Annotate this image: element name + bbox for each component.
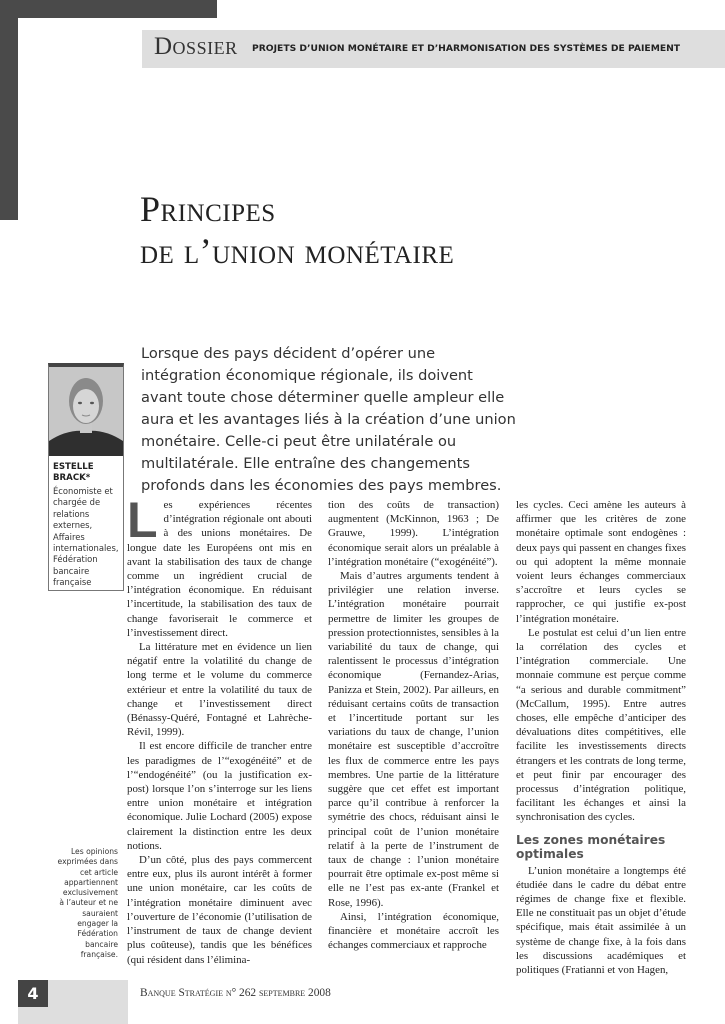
footer-publication: Banque Stratégie n° 262 septembre 2008 xyxy=(140,987,331,999)
author-card xyxy=(48,363,124,591)
article-title-line1: Principes xyxy=(140,189,276,229)
drop-cap: L xyxy=(127,492,158,548)
article-title xyxy=(140,188,700,272)
footer-strip xyxy=(18,1007,128,1024)
paragraph-text: es expériences récentes d’intégration régionale ont abouti à des unions monétaires. De longue date les Européens ont mis en avant la stabilisation des taux de change comme un ingrédient crucial de l’intégration économique. En réduisant l’incertitude, la stabilisation des taux de change favoriserait le commerce et l’investissement direct. xyxy=(127,499,312,639)
body-column-2 xyxy=(328,498,499,953)
paragraph: les cycles. Ceci amène les auteurs à affirmer que les critères de zone monétaire optimale sont endogènes : deux pays qui passent en changes fixes ou qui adoptent la même monnaie voient leurs échanges commerciaux s’accroître et leurs cycles se rapprocher, ce qui justifie ex-post l’intégration monétaire. xyxy=(516,499,686,625)
author-firstname: ESTELLE xyxy=(53,462,94,472)
paragraph: Il est encore difficile de trancher entre les paradigmes de l’“exogénéité” et de l’“endogénéité” (ou la justification ex-post) lorsque l’on s’interroge sur les liens entre union monétaire et intégration économique. Julie Lochard (2005) expose clairement la distinction entre les deux notions. xyxy=(127,740,312,852)
author-name xyxy=(53,462,123,484)
paragraph: L’union monétaire a longtemps été étudiée dans le cadre du débat entre régimes de change fixe et flexible. Elle ne constituait pas un objet d’étude spécifique, mais était assimilée à un système de change fixe, à la fois dans les discussions académiques et politiques (Fratianni et von Hagen, xyxy=(516,864,686,977)
author-lastname: BRACK* xyxy=(53,473,91,483)
decorative-top-bar xyxy=(18,0,217,18)
paragraph: Mais d’autres arguments tendent à privilégier une relation inverse. L’intégration monétaire pourrait permettre de limiter les groupes de pression protectionnistes, sensibles à la variabilité du taux de change, qui ralentissent le processus d’intégration économique (Fernandez-Arias, Panizza et Stein, 2002). Par ailleurs, en réduisant certains coûts de transaction et l’incertitude portant sur les variations du taux de change, l’union monétaire est susceptible d’accroître les flux de commerce entre les pays membres. Une partie de la littérature suggère que cet effet est important parce qu’il contribue à renforcer la symétrie des chocs, réduisant ainsi le principal coût de l’union monétaire relatif à la perte de l’instrument de taux de change : l’union monétaire pourrait être optimale ex-post même si elle ne l’est pas ex-ante (Frankel et Rose, 1996). xyxy=(328,570,499,909)
author-portrait-image xyxy=(49,367,123,456)
page-number: 4 xyxy=(27,984,39,1003)
body-column-1 xyxy=(127,492,312,967)
disclaimer-note: Les opinions exprimées dans cet article appartiennent exclusivement à l’auteur et ne sauraient engager la Fédération bancaire française. xyxy=(57,847,118,959)
section-heading: Les zones monétaires optimales xyxy=(516,832,666,861)
article-lead: Lorsque des pays décident d’opérer une intégration économique régionale, ils doivent avant toute chose déterminer quelle ampleur elle aura et les avantages liés à la création d’une union monétaire. Celle-ci peut être unilatérale ou multilatérale. Elle entraîne des changements profonds dans les économies des pays membres. xyxy=(141,345,516,494)
article-title-line2: de l’union monétaire xyxy=(140,231,455,271)
paragraph: Le postulat est celui d’un lien entre la corrélation des cycles et l’intégration commerciale. Une monnaie commune est perçue comme “a serious and durable commitment” (McCallum, 1995). Entre autres choses, elle empêche d’anticiper des dévaluations dites compétitives, elle facilite les investissements directs étrangers et les contrats de long terme, et peut finir par encourager des processus d’intégration politique, facilitant les échanges et ainsi la synchronisation des cycles. xyxy=(516,626,686,824)
author-photo xyxy=(49,367,123,456)
paragraph xyxy=(127,492,312,640)
paragraph: tion des coûts de transaction) augmentent (McKinnon, 1963 ; De Grauwe, 1999). L’intégration économique serait alors un préalable à l’intégration monétaire (“exogénéité”). xyxy=(328,499,499,568)
section-label: Dossier xyxy=(154,33,238,60)
paragraph: Ainsi, l’intégration économique, financière et monétaire accroît les échanges commerciaux et rapproche xyxy=(328,910,499,952)
paragraph: D’un côté, plus des pays commercent entre eux, plus ils auront intérêt à former une union monétaire, car les coûts de l’intégration monétaire diminuent avec l’ouverture de l’économie (l’utilisation de l’instrument de taux de change devient plus coûteuse), tandis que les bénéfices (qui résident dans l’élimina- xyxy=(127,854,312,966)
author-role: Économiste et chargée de relations externes, Affaires internationales, Fédération bancaire française xyxy=(53,486,119,588)
paragraph: La littérature met en évidence un lien négatif entre la volatilité du change de long terme et le volume du commerce extérieur et entre la volatilité du taux de change et l’investissement direct (Bénassy-Quéré, Fontagné et Lahrèche-Révil, 1999). xyxy=(127,641,312,739)
decorative-left-bar xyxy=(0,0,18,220)
section-subtitle: PROJETS D’UNION MONÉTAIRE ET D’HARMONISATION DES SYSTÈMES DE PAIEMENT xyxy=(252,43,681,54)
footer-band xyxy=(48,980,128,1007)
page-number-box xyxy=(18,980,48,1007)
body-column-3 xyxy=(516,498,686,977)
